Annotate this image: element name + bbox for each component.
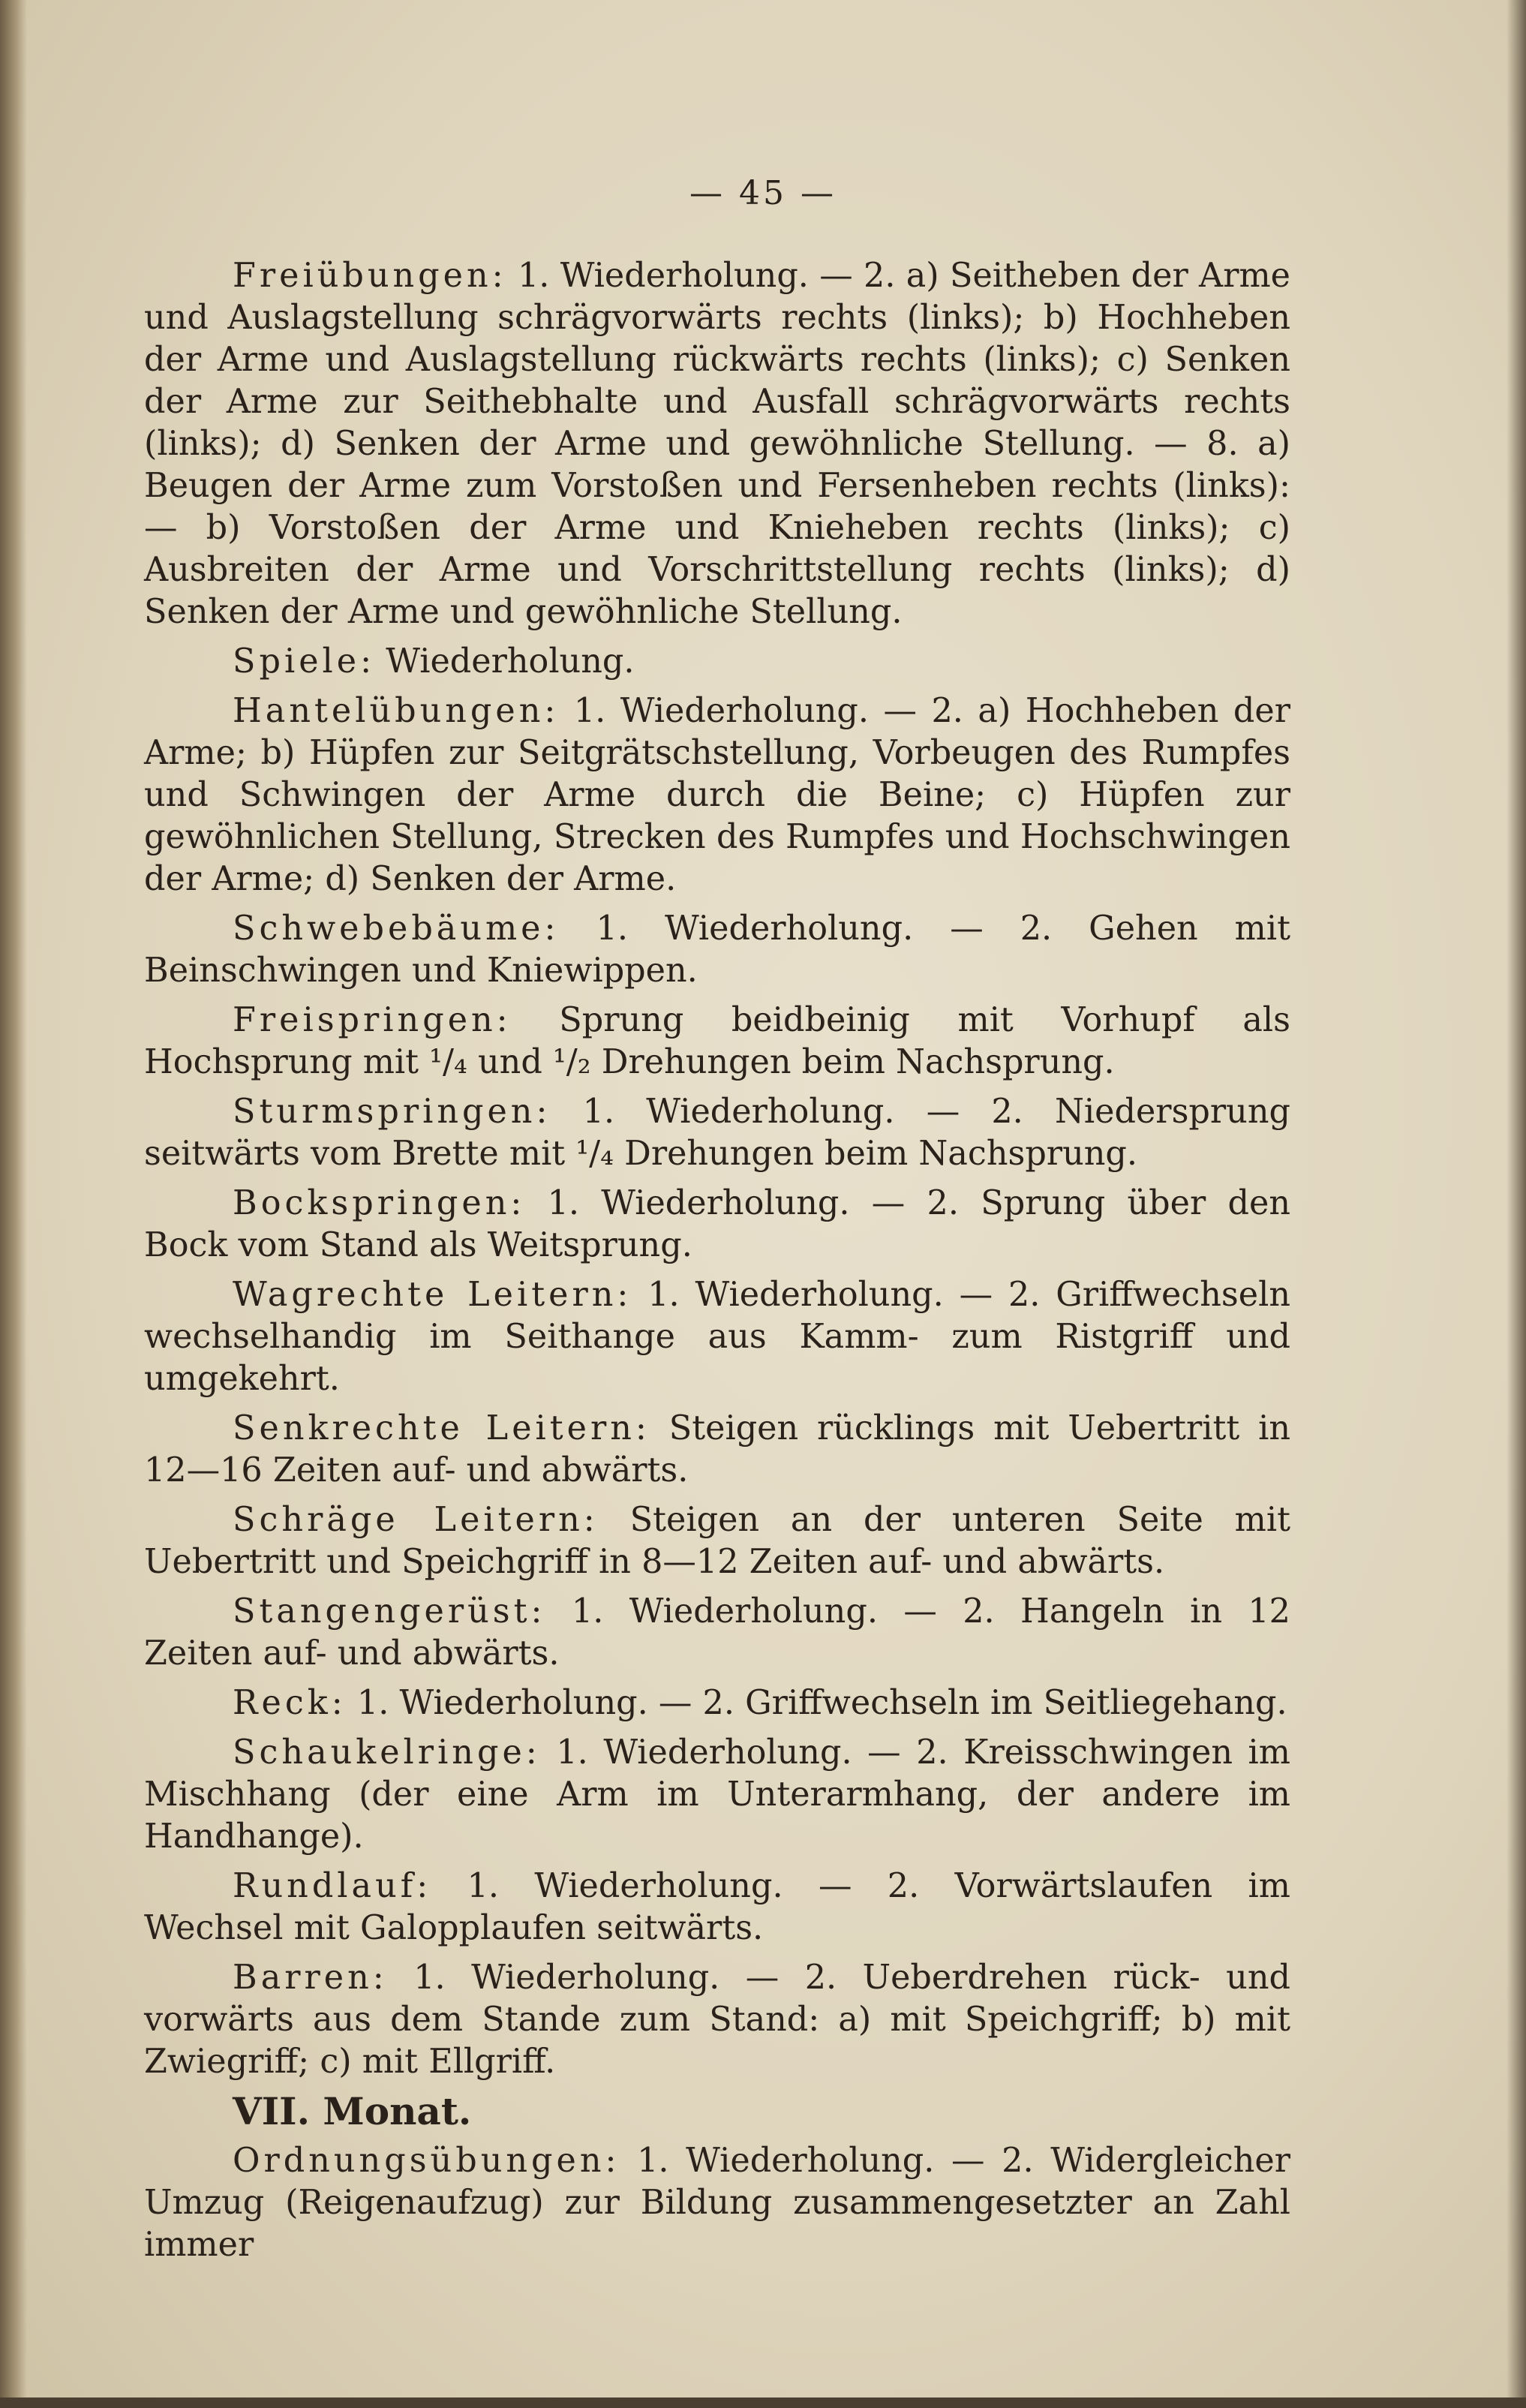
exercise-term: Barren: xyxy=(233,1959,388,1997)
paragraph xyxy=(144,255,1290,633)
exercise-term: Freiübungen: xyxy=(233,257,507,295)
exercise-term: Schaukelringe: xyxy=(233,1733,541,1772)
exercise-description: 1. Wiederholung. — 2. Griffwechseln wechselhandig im Seithange aus Kamm- zum Ristgriff und umgekehrt. xyxy=(144,1276,1291,1398)
section-heading: VII. Monat. xyxy=(233,2089,472,2133)
exercise-description: 1. Wiederholung. — 2. Sprung über den Bock vom Stand als Weitsprung. xyxy=(144,1184,1290,1264)
paragraph xyxy=(144,1957,1290,2083)
exercise-description: 1. Wiederholung. — 2. Vorwärtslaufen im Wechsel mit Galopplaufen seitwärts. xyxy=(144,1867,1290,1947)
paragraph xyxy=(144,1408,1290,1492)
paragraph xyxy=(144,1865,1290,1950)
paragraph xyxy=(144,641,1290,683)
exercise-term: Reck: xyxy=(233,1684,347,1722)
page-spine-shadow xyxy=(0,0,27,2408)
paragraph xyxy=(144,2140,1290,2266)
exercise-term: Ordnungsübungen: xyxy=(233,2142,620,2180)
exercise-term: Freispringen: xyxy=(233,1001,512,1039)
page-bottom-edge xyxy=(0,2397,1526,2408)
exercise-term: Schwebebäume: xyxy=(233,909,560,948)
paragraph xyxy=(144,1682,1290,1724)
exercise-term: Sturmspringen: xyxy=(233,1093,551,1131)
page-number: — 45 — xyxy=(689,174,837,212)
paragraph xyxy=(144,1183,1290,1267)
exercise-description: 1. Wiederholung. — 2. Widergleicher Umzug (Reigenaufzug) zur Bildung zusammengesetzter an Zahl immer xyxy=(144,2142,1290,2264)
paragraph xyxy=(144,690,1290,900)
exercise-description: 1. Wiederholung. — 2. a) Seitheben der Arme und Auslagstellung schrägvorwärts rechts (links); b) Hochheben der Arme und Auslagstellung rückwärts rechts (links); c) Senken der Arme zur Seithebhalte und Ausfall schrägvorwärts rechts (links); d) Senken der Arme und gewöhnliche Stellung. — 8. a) Beugen der Arme zum Vorstoßen und Fersenheben rechts (links): — b) Vorstoßen der Arme und Knieheben rechts (links); c) Ausbreiten der Arme und Vorschrittstellung rechts (links); d) Senken der Arme und gewöhnliche Stellung. xyxy=(144,257,1290,631)
paragraph xyxy=(144,1499,1290,1583)
exercise-description: 1. Wiederholung. — 2. Ueberdrehen rück- und vorwärts aus dem Stande zum Stand: a) mit Speichgriff; b) mit Zwiegriff; c) mit Ellgriff. xyxy=(144,1959,1290,2081)
exercise-description: 1. Wiederholung. — 2. a) Hochheben der Arme; b) Hüpfen zur Seitgrätschstellung, Vorbeugen des Rumpfes und Schwingen der Arme durch die Beine; c) Hüpfen zur gewöhnlichen Stellung, Strecken des Rumpfes und Hochschwingen der Arme; d) Senken der Arme. xyxy=(144,692,1290,898)
paragraph xyxy=(144,1000,1290,1084)
exercise-description: Wiederholung. xyxy=(375,642,635,681)
exercise-description: 1. Wiederholung. — 2. Griffwechseln im Seitliegehang. xyxy=(346,1684,1287,1722)
exercise-description: 1. Wiederholung. — 2. Gehen mit Beinschwingen und Kniewippen. xyxy=(144,909,1290,990)
body-text xyxy=(144,255,1290,2274)
exercise-term: Schräge Leitern: xyxy=(233,1501,599,1539)
paragraph xyxy=(144,1274,1290,1400)
paragraph xyxy=(144,1091,1290,1175)
paragraph xyxy=(144,1732,1290,1858)
exercise-term: Stangengerüst: xyxy=(233,1592,546,1631)
exercise-term: Wagrechte Leitern: xyxy=(233,1276,632,1314)
paragraph xyxy=(144,908,1290,992)
exercise-term: Bockspringen: xyxy=(233,1184,526,1222)
exercise-description: Sprung beidbeinig mit Vorhupf als Hochsprung mit ¹/₄ und ¹/₂ Drehungen beim Nachsprung. xyxy=(144,1001,1290,1081)
exercise-description: 1. Wiederholung. — 2. Kreisschwingen im Mischhang (der eine Arm im Unterarmhang, der andere im Handhange). xyxy=(144,1733,1290,1856)
exercise-term: Spiele: xyxy=(233,642,376,681)
exercise-description: 1. Wiederholung. — 2. Hangeln in 12 Zeiten auf- und abwärts. xyxy=(144,1592,1290,1673)
page-edge-shadow xyxy=(1506,0,1526,2408)
exercise-term: Rundlauf: xyxy=(233,1867,432,1905)
exercise-term: Senkrechte Leitern: xyxy=(233,1409,650,1448)
exercise-description: Steigen rücklings mit Uebertritt in 12—16 Zeiten auf- und abwärts. xyxy=(144,1409,1290,1490)
exercise-description: 1. Wiederholung. — 2. Niedersprung seitwärts vom Brette mit ¹/₄ Drehungen beim Nachsprung. xyxy=(144,1093,1290,1173)
paragraph xyxy=(144,1591,1290,1675)
exercise-description: Steigen an der unteren Seite mit Uebertritt und Speichgriff in 8—12 Zeiten auf- und abwärts. xyxy=(144,1501,1290,1581)
exercise-term: Hantelübungen: xyxy=(233,692,560,730)
